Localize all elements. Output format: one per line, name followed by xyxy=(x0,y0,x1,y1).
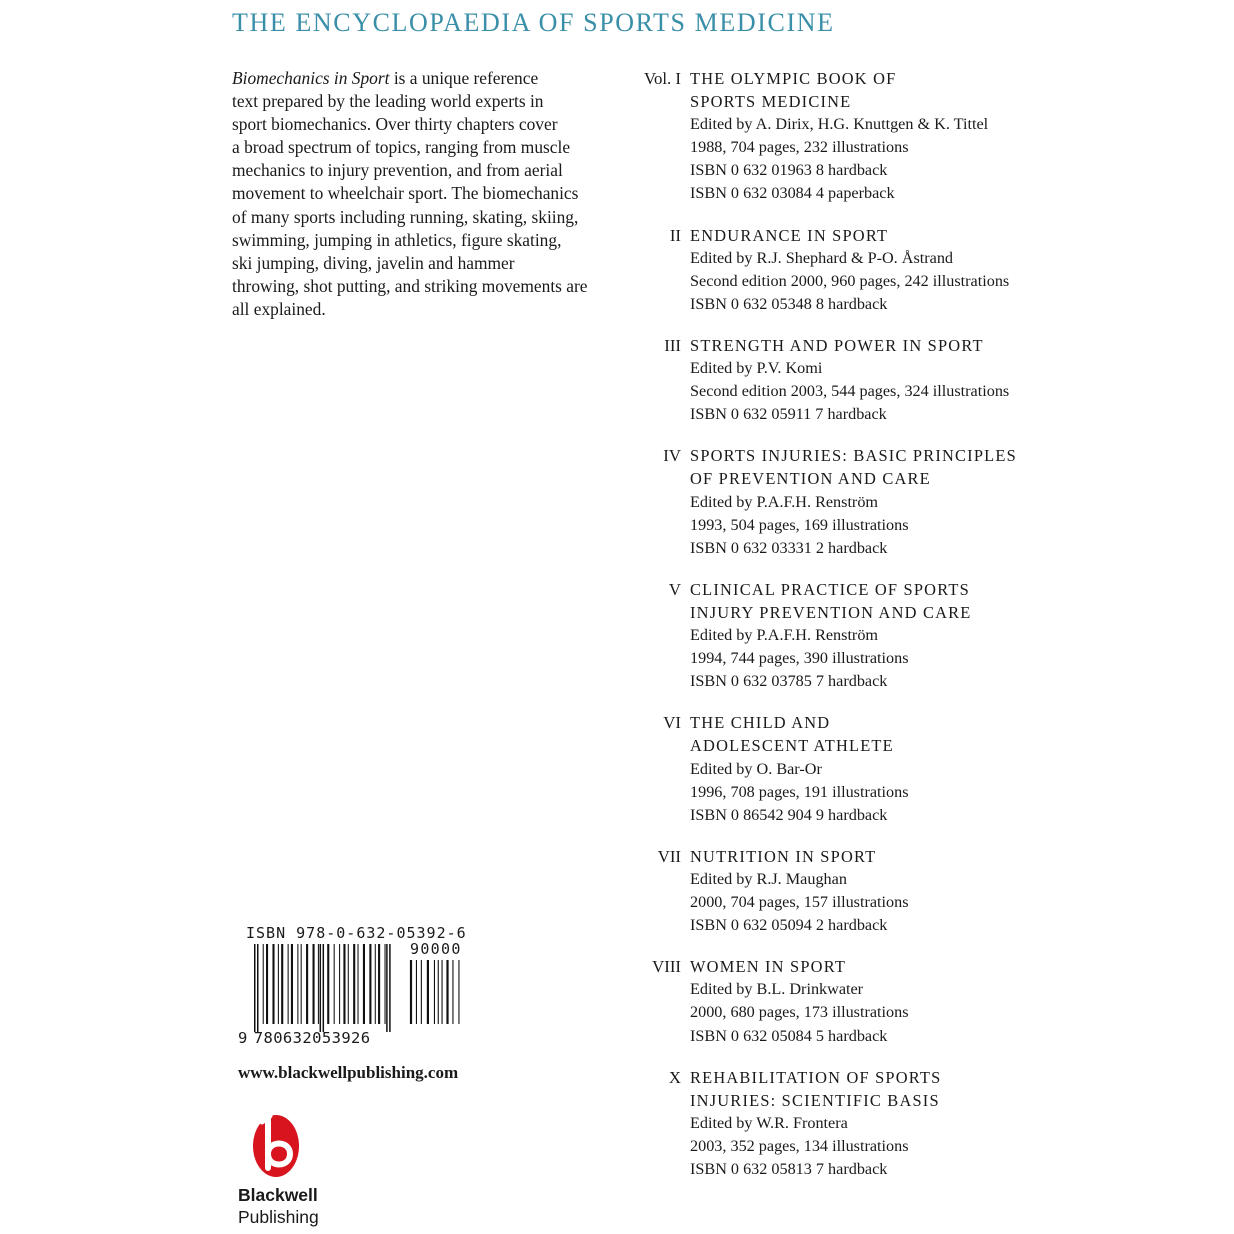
barcode-bar xyxy=(334,944,335,1024)
volume-title: STRENGTH AND POWER IN SPORT xyxy=(690,336,984,355)
barcode-bar xyxy=(353,944,355,1024)
volume-body xyxy=(690,334,1070,426)
barcode-lead-digit: 9 xyxy=(238,1029,248,1047)
volume-detail: 1988, 704 pages, 232 illustrations xyxy=(690,138,909,157)
volume-title: SPORTS INJURIES: BASIC PRINCIPLES xyxy=(690,446,1017,466)
description-line: text prepared by the leading world experts in xyxy=(232,91,544,112)
volume-detail: Edited by B.L. Drinkwater xyxy=(690,980,864,999)
volume-detail: Edited by P.V. Komi xyxy=(690,359,823,378)
barcode-bar xyxy=(339,944,340,1024)
volume-detail: ISBN 0 632 05094 2 hardback xyxy=(690,916,888,935)
barcode-bar xyxy=(378,944,380,1024)
barcode-addon-bar xyxy=(416,960,417,1024)
volume-detail: 2003, 352 pages, 134 illustrations xyxy=(690,1136,909,1155)
publisher-logo xyxy=(238,1108,358,1232)
barcode-isbn-text: ISBN 978-0-632-05392-6 xyxy=(246,924,467,942)
barcode-bar xyxy=(313,944,315,1024)
volume-title: WOMEN IN SPORT xyxy=(690,957,847,977)
description-line: all explained. xyxy=(232,298,326,319)
volume-title: ENDURANCE IN SPORT xyxy=(690,225,889,245)
volume-number: VI xyxy=(663,713,681,733)
description-line: of many sports including running, skating, skiing, xyxy=(232,206,579,227)
volume-number: III xyxy=(664,336,681,355)
barcode-bar xyxy=(291,944,293,1024)
volume-detail: Edited by P.A.F.H. Renström xyxy=(690,492,879,511)
volume-title: THE CHILD AND xyxy=(690,713,831,733)
volume-detail: 1993, 504 pages, 169 illustrations xyxy=(690,515,909,534)
volume-detail: Second edition 2003, 544 pages, 324 illustrations xyxy=(690,382,1010,401)
volume-body xyxy=(690,224,1070,316)
volume-body xyxy=(690,845,1070,937)
barcode-bar xyxy=(297,944,298,1024)
description-line: sport biomechanics. Over thirty chapters cover xyxy=(232,114,558,135)
barcode-guard-bar xyxy=(254,944,256,1032)
volume-detail: Edited by R.J. Shephard & P-O. Åstrand xyxy=(690,248,954,267)
description-line: throwing, shot putting, and striking movements are xyxy=(232,275,588,296)
barcode-bar xyxy=(375,944,376,1024)
barcode-addon-bar xyxy=(434,960,435,1024)
barcode-guard-bar xyxy=(320,944,322,1032)
barcode-bar xyxy=(343,944,345,1024)
barcode-bar xyxy=(348,944,349,1024)
volume-body xyxy=(690,444,1070,559)
volume-number: Vol. I xyxy=(644,69,681,88)
isbn-barcode xyxy=(236,924,472,1050)
publisher-name: Blackwell xyxy=(238,1185,318,1205)
publisher-subname: Publishing xyxy=(238,1207,319,1227)
barcode-addon-bar xyxy=(452,960,453,1024)
barcode-addon-bar xyxy=(421,960,422,1024)
description-line xyxy=(232,67,614,90)
volume-number: IV xyxy=(663,446,681,466)
description-line: a broad spectrum of topics, ranging from muscle xyxy=(232,137,571,158)
barcode-bar xyxy=(358,944,359,1024)
volume-number: VIII xyxy=(652,957,681,977)
volume-detail: ISBN 0 632 03084 4 paperback xyxy=(690,184,895,203)
barcode-addon-price: 90000 xyxy=(410,940,462,958)
volume-detail: Edited by P.A.F.H. Renström xyxy=(690,626,879,645)
volume-body xyxy=(690,1066,1070,1181)
description-line: ski jumping, diving, javelin and hammer xyxy=(232,252,515,273)
barcode-digits xyxy=(238,1029,371,1047)
barcode-bar xyxy=(272,944,274,1024)
barcode-bar xyxy=(301,944,302,1024)
volume-number: V xyxy=(668,579,681,599)
description-line: mechanics to injury prevention, and from aerial xyxy=(232,160,563,181)
volume-detail: ISBN 0 632 05813 7 hardback xyxy=(690,1160,888,1179)
volume-title: CLINICAL PRACTICE OF SPORTS xyxy=(690,579,970,599)
description-line: movement to wheelchair sport. The biomechanics xyxy=(232,183,579,204)
volume-detail: ISBN 0 86542 904 9 hardback xyxy=(690,805,888,824)
barcode-bar xyxy=(318,944,319,1024)
volume-detail: ISBN 0 632 05084 5 hardback xyxy=(690,1026,888,1045)
blackwell-b-logo-icon xyxy=(238,1108,312,1180)
volume-detail: 2000, 704 pages, 157 illustrations xyxy=(690,893,909,912)
volume-body xyxy=(690,711,1070,826)
barcode-guard-bar xyxy=(323,944,325,1032)
barcode-addon-bar xyxy=(458,960,459,1024)
volume-detail: Edited by R.J. Maughan xyxy=(690,869,847,888)
volume-title: INJURY PREVENTION AND CARE xyxy=(690,602,972,622)
volume-title: THE OLYMPIC BOOK OF xyxy=(690,69,897,88)
volume-title: INJURIES: SCIENTIFIC BASIS xyxy=(690,1090,940,1110)
volume-title: NUTRITION IN SPORT xyxy=(690,846,877,866)
barcode-addon-bar xyxy=(442,960,443,1024)
volume-body xyxy=(690,67,1070,206)
volume-title: SPORTS MEDICINE xyxy=(690,92,852,112)
volume-detail: 1996, 708 pages, 191 illustrations xyxy=(690,782,909,801)
barcode-bar xyxy=(266,944,268,1024)
barcode-bar xyxy=(306,944,308,1024)
barcode-bar xyxy=(363,944,365,1024)
volume-number: II xyxy=(669,225,681,245)
barcode-bar xyxy=(278,944,279,1024)
barcode-bar xyxy=(385,944,386,1024)
volume-title: OF PREVENTION AND CARE xyxy=(690,469,931,489)
volume-detail: ISBN 0 632 05911 7 hardback xyxy=(690,405,887,424)
volume-detail: ISBN 0 632 03331 2 hardback xyxy=(690,538,888,557)
book-description xyxy=(232,67,614,321)
barcode-bar xyxy=(288,944,289,1024)
volume-detail: Edited by W.R. Frontera xyxy=(690,1113,848,1132)
barcode-addon-bar xyxy=(427,960,429,1024)
volume-detail: ISBN 0 632 05348 8 hardback xyxy=(690,294,888,313)
series-title: THE ENCYCLOPAEDIA OF SPORTS MEDICINE xyxy=(232,8,835,37)
description-line: swimming, jumping in athletics, figure skating, xyxy=(232,229,562,250)
volume-detail: Edited by A. Dirix, H.G. Knuttgen & K. Tittel xyxy=(690,115,989,134)
barcode-guard-bar xyxy=(389,944,391,1032)
volume-detail: ISBN 0 632 03785 7 hardback xyxy=(690,672,888,691)
volume-detail: ISBN 0 632 01963 8 hardback xyxy=(690,161,888,180)
book-title: Biomechanics in Sport xyxy=(232,68,390,88)
volume-body xyxy=(690,578,1070,693)
barcode-addon-bar xyxy=(438,960,439,1024)
barcode-bar xyxy=(281,944,283,1024)
description-text: is a unique reference xyxy=(389,68,539,88)
volume-detail: Edited by O. Bar-Or xyxy=(690,759,822,778)
volume-detail: 1994, 744 pages, 390 illustrations xyxy=(690,649,909,668)
volume-detail: Second edition 2000, 960 pages, 242 illustrations xyxy=(690,271,1010,290)
barcode-bar xyxy=(263,944,264,1024)
barcode-guard-bar xyxy=(257,944,259,1032)
publisher-website-link[interactable]: www.blackwellpublishing.com xyxy=(238,1063,459,1082)
volume-number: VII xyxy=(657,846,681,866)
barcode-guard-bar xyxy=(386,944,388,1032)
volume-body xyxy=(690,955,1070,1047)
volume-title: REHABILITATION OF SPORTS xyxy=(690,1067,942,1087)
barcode-addon-bar xyxy=(410,960,412,1024)
barcode-number: 780632053926 xyxy=(253,1029,371,1047)
volume-number: X xyxy=(668,1067,681,1087)
volume-title: ADOLESCENT ATHLETE xyxy=(690,736,894,756)
barcode-bar xyxy=(327,944,329,1024)
description-paragraph xyxy=(232,67,614,321)
barcode-addon-bar xyxy=(446,960,448,1024)
barcode-bar xyxy=(369,944,371,1024)
volume-detail: 2000, 680 pages, 173 illustrations xyxy=(690,1003,909,1022)
